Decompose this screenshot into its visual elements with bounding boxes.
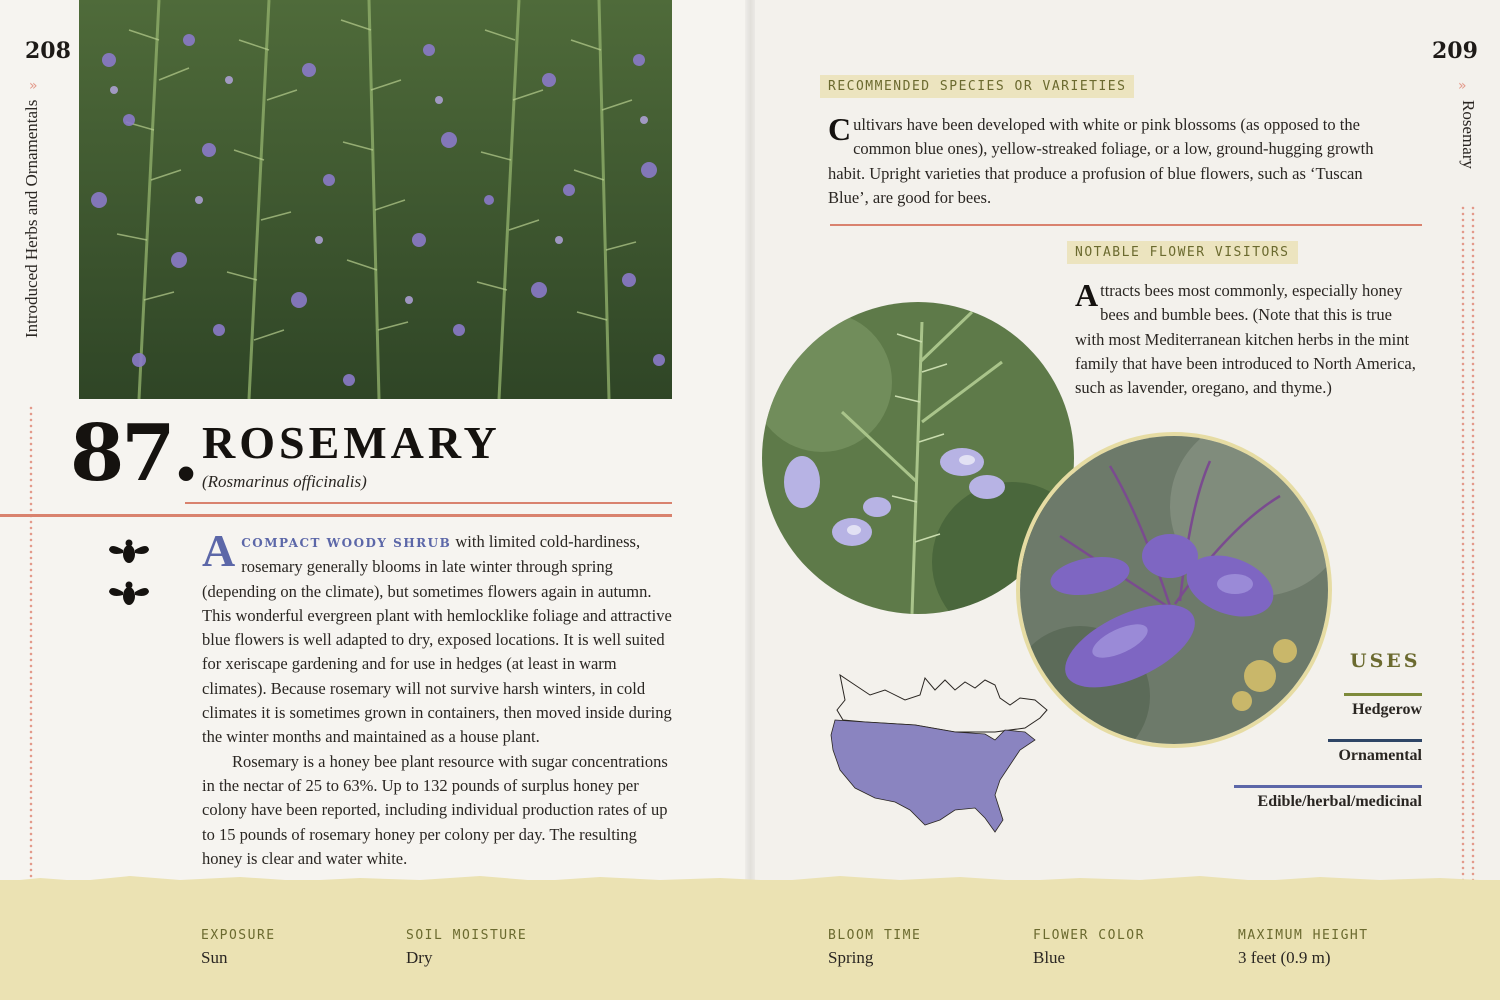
use-bar-hedgerow — [1344, 693, 1422, 696]
bee-icon — [108, 580, 150, 612]
drop-cap: C — [828, 111, 852, 147]
stat-value-soil-moisture: Dry — [406, 948, 433, 967]
use-label-edible: Edible/herbal/medicinal — [1257, 793, 1422, 810]
divider-line — [0, 514, 672, 517]
uses-title: USES — [1350, 650, 1421, 672]
drop-cap: A — [1075, 277, 1099, 313]
torn-edge — [0, 868, 1500, 888]
chevron-icon: » — [1458, 78, 1467, 94]
running-head-right: Rosemary — [1459, 100, 1478, 169]
use-label-hedgerow: Hedgerow — [1352, 701, 1422, 718]
section-heading-recommended: RECOMMENDED SPECIES OR VARIETIES — [820, 75, 1134, 98]
running-head-left: Introduced Herbs and Ornamentals — [22, 100, 41, 339]
stat-value-exposure: Sun — [201, 948, 228, 967]
range-map — [825, 670, 1055, 844]
stat-label-flower-color: FLOWER COLOR — [1033, 928, 1145, 943]
chevron-icon: » — [29, 78, 38, 94]
stat-value-flower-color: Blue — [1033, 948, 1066, 967]
use-bar-edible — [1234, 785, 1422, 788]
use-label-ornamental: Ornamental — [1338, 747, 1422, 764]
main-body-text — [202, 525, 672, 871]
stat-value-bloom-time: Spring — [828, 948, 874, 967]
page-number-right: 209 — [1432, 38, 1478, 64]
paragraph-2: Rosemary is a honey bee plant resource with sugar concentrations in the nectar of 25 to 63%. Up to 132 pounds of surplus honey per colony have been reported, including individual production rates of up to 15 pounds of rosemary honey per colony per day. The resulting honey is clear and water white. — [202, 751, 668, 868]
paragraph-1: with limited cold-hardiness, rosemary generally blooms in late winter through spring (depending on the climate), but sometimes flowers again in autumn. This wonderful evergreen plant with hemlocklike foliage and attractive blue flowers is well adapted to dry, exposed locations. It is well suited for xeriscape gardening and for use in hedges (at least in warm climates). Because rosemary will not survive harsh winters, in cold climates it is sometimes grown in containers, then moved inside during the winter months and maintained as a house plant. — [202, 532, 672, 747]
book-gutter — [745, 0, 755, 1000]
page-number-left: 208 — [25, 38, 71, 64]
use-bar-ornamental — [1328, 739, 1422, 742]
stat-label-maximum-height: MAXIMUM HEIGHT — [1238, 928, 1369, 943]
latin-name: (Rosmarinus officinalis) — [202, 472, 367, 491]
rosemary-photo — [79, 0, 672, 399]
bee-icon — [108, 538, 150, 570]
divider-line — [185, 502, 672, 504]
drop-cap: A — [202, 525, 236, 576]
page-title: ROSEMARY — [202, 417, 501, 468]
stat-value-maximum-height: 3 feet (0.9 m) — [1238, 948, 1331, 967]
recommended-text: Cultivars have been developed with white or pink blossoms (as opposed to the common blue ones), yellow-streaked foliage, or a low, ground-hugging growth habit. Upright varieties that produce a profusion of blue flowers, such as ‘Tuscan Blue’, are good for bees. — [828, 111, 1374, 207]
divider-line — [830, 224, 1422, 226]
section-heading-visitors: NOTABLE FLOWER VISITORS — [1067, 241, 1298, 264]
entry-number: 87. — [70, 408, 197, 499]
stat-label-soil-moisture: SOIL MOISTURE — [406, 928, 528, 943]
lead-in: COMPACT WOODY SHRUB — [241, 536, 452, 550]
visitors-text: Attracts bees most commonly, especially honey bees and bumble bees. (Note that this is true with most Mediterranean kitchen herbs in the mint family that have been introduced to North America, such as lavender, oregano, and thyme.) — [1075, 277, 1416, 398]
stat-label-exposure: EXPOSURE — [201, 928, 276, 943]
stat-label-bloom-time: BLOOM TIME — [828, 928, 922, 943]
